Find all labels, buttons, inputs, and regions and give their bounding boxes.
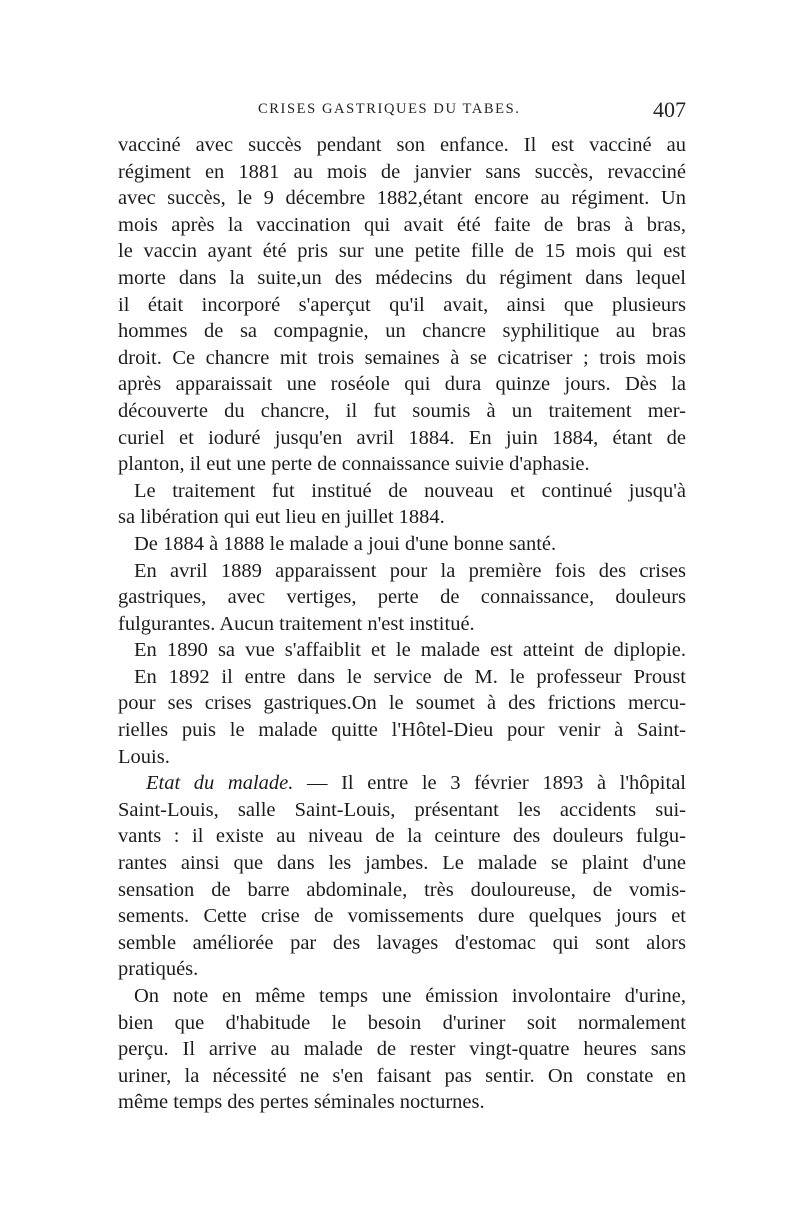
text-line: Le traitement fut institué de nouveau et continué jusqu'à — [134, 479, 686, 502]
text-line: uriner, la nécessité ne s'en faisant pas sentir. On constate en — [118, 1064, 686, 1087]
text-line: morte dans la suite,un des médecins du régiment dans lequel — [118, 266, 686, 289]
section-heading-text: — Il entre le 3 février 1893 à l'hôpital — [293, 772, 686, 795]
text-line: hommes de sa compagnie, un chancre syphilitique au bras — [118, 320, 686, 343]
text-line: curiel et ioduré jusqu'en avril 1884. En juin 1884, étant de — [118, 426, 686, 449]
text-line: vacciné avec succès pendant son enfance. Il est vacciné au — [118, 134, 686, 156]
text-line: sensation de barre abdominale, très douloureuse, de vomis- — [118, 878, 686, 901]
text-line: En 1892 il entre dans le service de M. le professeur Proust — [134, 665, 686, 688]
running-title: CRISES GASTRIQUES DU TABES. — [258, 101, 521, 117]
text-line: semble améliorée par des lavages d'estomac qui sont alors — [118, 931, 686, 954]
text-line: rielles puis le malade quitte l'Hôtel-Dieu pour venir à Saint- — [118, 719, 686, 742]
text-line: rantes ainsi que dans les jambes. Le malade se plaint d'une — [118, 852, 686, 875]
text-line: Louis. — [118, 745, 170, 768]
text-line: découverte du chancre, il fut soumis à un traitement mer- — [118, 399, 686, 422]
text-line: gastriques, avec vertiges, perte de connaissance, douleurs — [118, 586, 686, 609]
text-line: pour ses crises gastriques.On le soumet à des frictions mercu- — [118, 692, 686, 715]
text-line: En 1890 sa vue s'affaiblit et le malade est atteint de diplopie. — [134, 639, 686, 662]
text-line: régiment en 1881 au mois de janvier sans succès, revacciné — [118, 160, 686, 183]
text-line: il était incorporé s'aperçut qu'il avait, ainsi que plusieurs — [118, 293, 686, 316]
section-heading: Etat du malade. — [146, 772, 294, 795]
text-line: après apparaissait une roséole qui dura quinze jours. Dès la — [118, 373, 686, 396]
page-number: 407 — [653, 97, 686, 122]
text-line: même temps des pertes séminales nocturnes. — [118, 1091, 485, 1114]
text-line: De 1884 à 1888 le malade a joui d'une bonne santé. — [134, 532, 557, 555]
text-line: fulgurantes. Aucun traitement n'est institué. — [118, 612, 475, 635]
text-line: sa libération qui eut lieu en juillet 1884. — [118, 506, 445, 529]
text-line: mois après la vaccination qui avait été faite de bras à bras, — [118, 213, 686, 236]
text-line: Saint-Louis, salle Saint-Louis, présentant les accidents sui- — [118, 798, 686, 821]
body-text — [118, 132, 686, 1116]
running-header — [118, 97, 686, 127]
text-line: On note en même temps une émission involontaire d'urine, — [134, 985, 686, 1007]
text-line: bien que d'habitude le besoin d'uriner soit normalement — [118, 1011, 686, 1034]
section-heading-line — [118, 770, 686, 797]
text-line: droit. Ce chancre mit trois semaines à se cicatriser ; trois mois — [118, 346, 686, 369]
text-line: sements. Cette crise de vomissements dure quelques jours et — [118, 905, 686, 928]
text-line: pratiqués. — [118, 958, 199, 981]
text-line: perçu. Il arrive au malade de rester vingt-quatre heures sans — [118, 1038, 686, 1061]
text-line: vants : il existe au niveau de la ceinture des douleurs fulgu- — [118, 825, 686, 848]
text-line: le vaccin ayant été pris sur une petite fille de 15 mois qui est — [118, 240, 686, 263]
text-line: En avril 1889 apparaissent pour la première fois des crises — [134, 559, 686, 582]
text-line: planton, il eut une perte de connaissance suivie d'aphasie. — [118, 453, 590, 476]
text-line: avec succès, le 9 décembre 1882,étant encore au régiment. Un — [118, 187, 686, 210]
